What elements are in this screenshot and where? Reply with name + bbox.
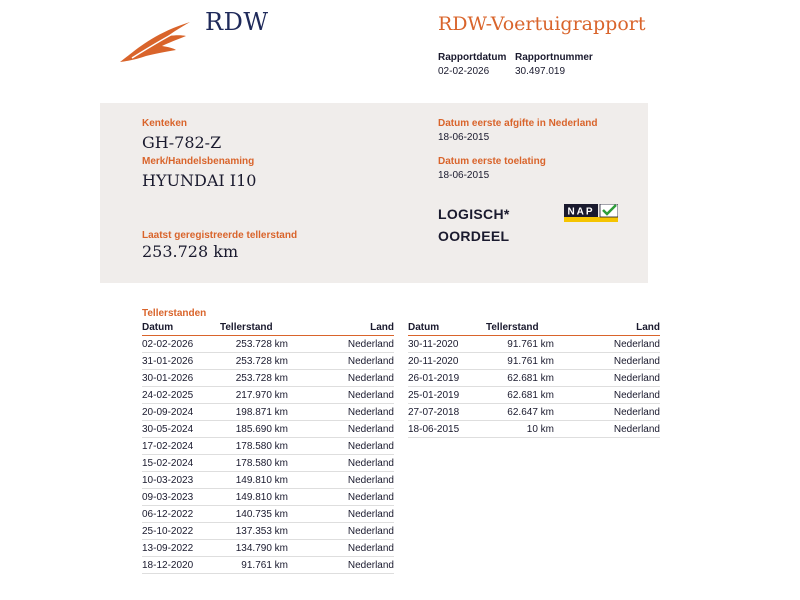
row-datum: 31-01-2026 [142,355,194,367]
row-datum: 27-07-2018 [408,406,460,418]
row-tellerstand: 62.681 km [507,389,554,401]
row-land: Nederland [613,406,660,418]
row-tellerstand: 62.647 km [507,406,554,418]
afgifte-value: 18-06-2015 [438,132,490,143]
row-land: Nederland [347,542,394,554]
tellerstanden-table-left [142,321,394,574]
row-datum: 15-02-2024 [142,457,194,469]
col-tellerstand: Tellerstand [220,322,273,333]
col-tellerstand: Tellerstand [486,322,539,333]
toelating-value: 18-06-2015 [438,170,490,181]
table-row [142,523,394,540]
table-row [142,370,394,387]
row-tellerstand: 198.871 km [235,406,288,418]
row-datum: 02-02-2026 [142,338,194,350]
table-row [142,421,394,438]
col-land: Land [370,322,394,333]
table-row [142,404,394,421]
row-land: Nederland [347,457,394,469]
rapportdatum-label: Rapportdatum [438,52,507,63]
row-datum: 24-02-2025 [142,389,194,401]
row-land: Nederland [347,355,394,367]
row-tellerstand: 91.761 km [507,355,554,367]
table-row [142,557,394,574]
row-tellerstand: 178.580 km [235,457,288,469]
table-row [408,387,660,404]
row-tellerstand: 140.735 km [235,508,288,520]
row-land: Nederland [347,474,394,486]
row-datum: 30-01-2026 [142,372,194,384]
table-header [142,321,394,336]
row-land: Nederland [347,423,394,435]
rapportdatum-block [438,52,506,77]
table-row [408,421,660,438]
row-tellerstand: 91.761 km [507,338,554,350]
row-land: Nederland [347,389,394,401]
row-land: Nederland [613,355,660,367]
logo-wordmark: RDW [205,8,269,36]
rdw-logo-icon [118,20,193,64]
oordeel-line2: OORDEEL [438,228,510,244]
table-row [142,387,394,404]
rapportnummer-label: Rapportnummer [515,52,593,63]
row-land: Nederland [347,406,394,418]
table-row [408,336,660,353]
row-tellerstand: 253.728 km [235,355,288,367]
row-land: Nederland [347,559,394,571]
row-datum: 25-10-2022 [142,525,194,537]
row-land: Nederland [347,508,394,520]
row-datum: 18-06-2015 [408,423,460,435]
table-row [142,472,394,489]
kenteken-label: Kenteken [142,118,188,129]
tellerstand-value: 253.728 km [142,242,239,261]
merk-label: Merk/Handelsbenaming [142,156,255,167]
table-row [408,370,660,387]
table-header [408,321,660,336]
row-tellerstand: 137.353 km [235,525,288,537]
row-tellerstand: 91.761 km [241,559,288,571]
row-tellerstand: 62.681 km [507,372,554,384]
row-land: Nederland [613,372,660,384]
col-datum: Datum [408,322,440,333]
row-datum: 09-03-2023 [142,491,194,503]
rapportnummer-value: 30.497.019 [515,66,566,77]
row-tellerstand: 149.810 km [235,474,288,486]
row-land: Nederland [347,372,394,384]
row-land: Nederland [347,338,394,350]
table-row [142,489,394,506]
row-land: Nederland [347,525,394,537]
table-body [142,336,394,574]
row-tellerstand: 217.970 km [235,389,288,401]
row-datum: 17-02-2024 [142,440,194,452]
tellerstand-label: Laatst geregistreerde tellerstand [142,230,298,241]
kenteken-value: GH-782-Z [142,133,222,152]
table-row [408,404,660,421]
col-land: Land [636,322,660,333]
row-land: Nederland [347,491,394,503]
table-row [142,438,394,455]
tellerstanden-title: Tellerstanden [142,308,207,319]
row-tellerstand: 185.690 km [235,423,288,435]
toelating-label: Datum eerste toelating [438,156,546,167]
row-datum: 30-11-2020 [408,338,459,350]
table-body [408,336,660,438]
row-tellerstand: 253.728 km [235,338,288,350]
table-row [408,353,660,370]
row-datum: 06-12-2022 [142,508,194,520]
row-tellerstand: 134.790 km [235,542,288,554]
row-datum: 10-03-2023 [142,474,194,486]
merk-value: HYUNDAI I10 [142,171,257,190]
table-row [142,540,394,557]
table-row [142,353,394,370]
row-datum: 26-01-2019 [408,372,460,384]
rapportdatum-value: 02-02-2026 [438,66,490,77]
row-datum: 25-01-2019 [408,389,460,401]
oordeel-line1: LOGISCH* [438,206,510,222]
row-datum: 20-11-2020 [408,355,459,367]
nap-badge-text: NAP [567,206,595,218]
nap-logo-icon [564,204,618,222]
tellerstanden-table-right [408,321,660,438]
row-tellerstand: 149.810 km [235,491,288,503]
row-land: Nederland [613,389,660,401]
row-tellerstand: 253.728 km [235,372,288,384]
col-datum: Datum [142,322,174,333]
row-datum: 20-09-2024 [142,406,194,418]
row-land: Nederland [613,338,660,350]
row-land: Nederland [613,423,660,435]
table-row [142,455,394,472]
row-tellerstand: 178.580 km [235,440,288,452]
table-row [142,506,394,523]
table-row [142,336,394,353]
report-title: RDW-Voertuigrapport [438,13,646,35]
row-datum: 30-05-2024 [142,423,194,435]
row-tellerstand: 10 km [526,423,554,435]
row-datum: 18-12-2020 [142,559,194,571]
row-datum: 13-09-2022 [142,542,194,554]
rapportnummer-block [515,52,593,77]
afgifte-label: Datum eerste afgifte in Nederland [438,118,598,129]
row-land: Nederland [347,440,394,452]
